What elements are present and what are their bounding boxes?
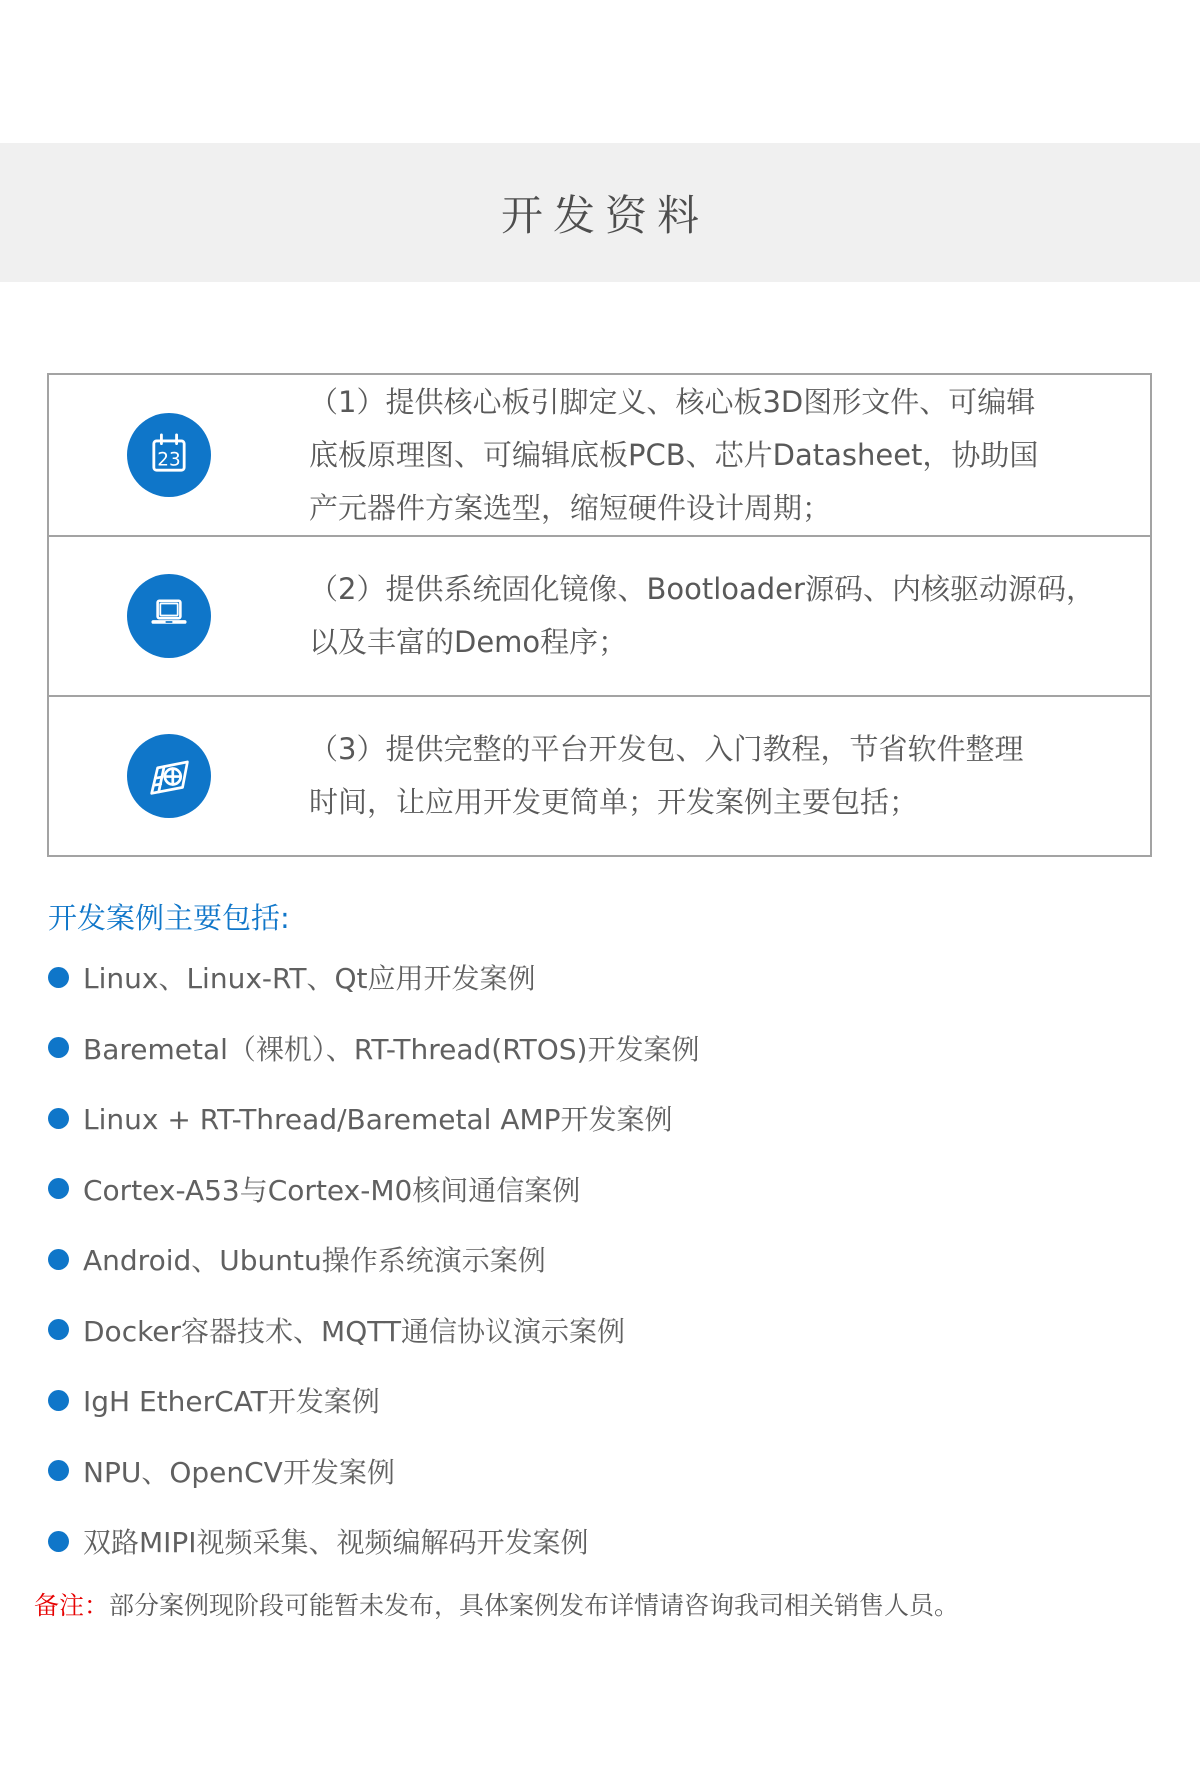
bullet-icon [48, 1531, 69, 1552]
icon-cell [49, 734, 289, 818]
list-item-label: Baremetal（裸机）、RT-Thread(RTOS)开发案例 [83, 1032, 700, 1066]
bullet-icon [48, 1037, 69, 1058]
row-text-line: （3）提供完整的平台开发包、入门教程，节省软件整理 [309, 732, 1024, 766]
list-item-label: Docker容器技术、MQTT通信协议演示案例 [83, 1314, 625, 1348]
list-item [48, 1436, 1158, 1507]
row-text [289, 563, 1150, 669]
note-text: 部分案例现阶段可能暂未发布，具体案例发布详情请咨询我司相关销售人员。 [109, 1591, 960, 1620]
list-item [48, 1506, 1158, 1577]
list-item-label: Linux + RT-Thread/Baremetal AMP开发案例 [83, 1103, 673, 1137]
dev-materials-table [47, 373, 1152, 857]
list-item [48, 1154, 1158, 1225]
section-header-band [0, 143, 1200, 282]
row-text [289, 723, 1150, 829]
table-row [49, 537, 1150, 697]
calendar-day-number: 23 [157, 449, 181, 471]
list-item [48, 942, 1158, 1013]
page-title: 开发资料 [500, 190, 709, 240]
list-item-label: IgH EtherCAT开发案例 [83, 1385, 380, 1419]
dev-cases-heading: 开发案例主要包括: [48, 901, 290, 935]
dev-board-icon [127, 734, 211, 818]
list-item-label: Cortex-A53与Cortex-M0核间通信案例 [83, 1173, 581, 1207]
bullet-icon [48, 1319, 69, 1340]
table-row [49, 697, 1150, 855]
bullet-icon [48, 1390, 69, 1411]
row-text-line: 底板原理图、可编辑底板PCB、芯片Datasheet，协助国 [309, 437, 1039, 472]
dev-cases-section [48, 902, 1158, 1577]
row-text-line: 以及丰富的Demo程序； [309, 625, 628, 659]
list-item [48, 1365, 1158, 1436]
icon-cell [49, 413, 289, 497]
list-item [48, 1083, 1158, 1154]
bullet-icon [48, 1460, 69, 1481]
row-text-line: （1）提供核心板引脚定义、核心板3D图形文件、可编辑 [309, 384, 1036, 419]
row-text-line: 时间，让应用开发更简单；开发案例主要包括； [309, 785, 919, 819]
bullet-icon [48, 967, 69, 988]
bullet-icon [48, 1178, 69, 1199]
row-text [289, 376, 1150, 535]
note [34, 1591, 959, 1621]
list-item [48, 1013, 1158, 1084]
table-row [49, 375, 1150, 537]
calendar-icon [127, 413, 211, 497]
list-item [48, 1224, 1158, 1295]
list-item-label: Linux、Linux-RT、Qt应用开发案例 [83, 962, 536, 996]
list-item-label: Android、Ubuntu操作系统演示案例 [83, 1244, 546, 1278]
bullet-icon [48, 1108, 69, 1129]
note-label: 备注： [34, 1591, 110, 1620]
row-text-line: 产元器件方案选型，缩短硬件设计周期； [309, 490, 832, 525]
row-text-line: （2）提供系统固化镜像、Bootloader源码、内核驱动源码， [309, 572, 1095, 606]
dev-cases-list [48, 942, 1158, 1577]
list-item-label: NPU、OpenCV开发案例 [83, 1455, 395, 1489]
bullet-icon [48, 1249, 69, 1270]
laptop-icon [127, 574, 211, 658]
list-item-label: 双路MIPI视频采集、视频编解码开发案例 [83, 1526, 589, 1560]
list-item [48, 1295, 1158, 1366]
icon-cell [49, 574, 289, 658]
